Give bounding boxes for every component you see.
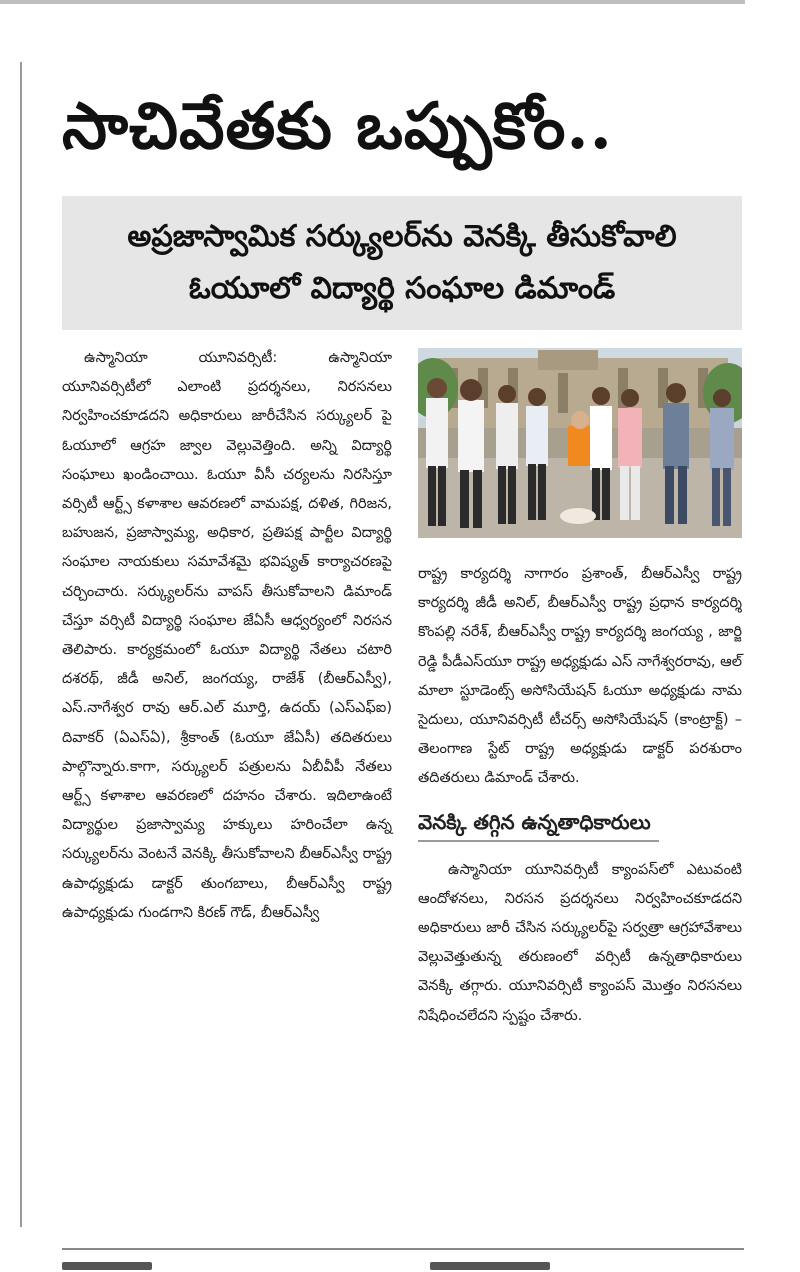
cut-off-text-mark	[430, 1262, 550, 1270]
protest-photo-illustration	[418, 348, 742, 538]
article-column-right	[418, 560, 742, 1031]
section-subheading: వెనక్కి తగ్గిన ఉన్నతాధికారులు	[418, 804, 659, 842]
body-paragraph: ఉస్మానియా యూనివర్సిటీ: ఉస్మానియా యూనివర్సిటీలో ఎలాంటి ప్రదర్శనలు, నిరసనలు నిర్వహించకూడదని అధికారులు జారీచేసిన సర్క్యులర్ పై ఓయూలో ఆగ్రహ జ్వాల వెల్లువెత్తింది. అన్ని విద్యార్థి సంఘాలు ఖండించాయి. ఓయూ వీసీ చర్యలను నిరసిస్తూ వర్సిటీ ఆర్ట్స్ కళాశాల ఆవరణలో వామపక్ష, దళిత, గిరిజన, బహుజన, ప్రజాస్వామ్య, అధికార, ప్రతిపక్ష పార్టీల విద్యార్థి సంఘాల నాయకులు సమావేశమై భవిష్యత్ కార్యాచరణపై చర్చించారు. సర్క్యులర్‌ను వాపస్ తీసుకోవాలని డిమాండ్ చేస్తూ వర్సిటీ విద్యార్థి సంఘాల జేఏసీ ఆధ్వర్యంలో నిరసన తెలిపారు. కార్యక్రమంలో ఓయూ విద్యార్థి నేతలు చటారి దశరథ్, జీడీ అనిల్, జంగయ్య, రాజేశ్ (బీఆర్ఎస్వీ), ఎస్.నాగేశ్వర రావు ఆర్.ఎల్ మూర్తి, ఉదయ్ (ఎస్ఎఫ్ఐ) దివాకర్ (ఏఎస్ఏ), శ్రీకాంత్ (ఓయూ జేఏసీ) తదితరులు పాల్గొన్నారు.కాగా, సర్క్యులర్ పత్రులను ఏబీవీపీ నేతలు ఆర్ట్స్ కళాశాల ఆవరణలో దహనం చేశారు. ఇదిలాఉంటే విద్యార్థుల ప్రజాస్వామ్య హక్కులు హరించేలా ఉన్న సర్క్యులర్‌ను వెంటనే వెనక్కి తీసుకోవాలని బీఆర్ఎస్వీ రాష్ట్ర ఉపాధ్యక్షుడు డాక్టర్ తుంగబాలు, బీఆర్ఎస్వీ రాష్ట్ర ఉపాధ్యక్షుడు గుండగాని కిరణ్ గౌడ్, బీఆర్ఎస్వీ	[62, 350, 392, 921]
body-paragraph-2: ఉస్మానియా యూనివర్సిటీ క్యాంపస్‌లో ఎటువంటి ఆందోళనలు, నిరసన ప్రదర్శనలు నిర్వహించకూడదని అధికారులు జారీ చేసిన సర్క్యులర్‌పై సర్వత్రా ఆగ్రహావేశాలు వెల్లువెత్తుతున్న తరుణంలో వర్సిటీ ఉన్నతాధికారులు వెనక్కి తగ్గారు. యూనివర్సిటీ క్యాంపస్ మొత్తం నిరసనలు నిషేధించలేదని స్పష్టం చేశారు.	[418, 861, 742, 1024]
body-paragraph-continued: రాష్ట్ర కార్యదర్శి నాగారం ప్రశాంత్, బీఆర్ఎస్వీ రాష్ట్ర కార్యదర్శి జీడీ అనిల్, బీఆర్ఎస్వీ రాష్ట్ర ప్రధాన కార్యదర్శి కొంపల్లి నరేశ్, బీఆర్ఎస్వీ రాష్ట్ర కార్యదర్శి జంగయ్య , జార్జి రెడ్డి పీడీఎస్‌యూ రాష్ట్ర అధ్యక్షుడు ఎస్ నాగేశ్వరరావు, ఆల్ మాలా స్టూడెంట్స్ అసోసియేషన్ ఓయూ అధ్యక్షుడు నామ సైదులు, యూనివర్సిటీ టీచర్స్ అసోసియేషన్ (కాంట్రాక్ట్) – తెలంగాణ స్టేట్ రాష్ట్ర అధ్యక్షుడు డాక్టర్ పరశురాం తదితరులు డిమాండ్ చేశారు.	[418, 566, 742, 787]
cut-off-text-mark	[62, 1262, 152, 1270]
article-column-left	[62, 344, 392, 928]
bottom-rule	[62, 1248, 744, 1250]
headline: సాచివేతకు ఒప్పుకోం..	[62, 89, 613, 164]
top-rule	[0, 0, 745, 4]
news-photo	[418, 348, 742, 538]
subheadline-line-1: అప్రజాస్వామిక సర్క్యులర్‌ను వెనక్కి తీసుకోవాలి	[127, 219, 677, 254]
column-rule	[20, 62, 22, 1227]
subheadline-box	[62, 196, 742, 330]
subheadline-line-2: ఓయూలో విద్యార్థి సంఘాల డిమాండ్	[188, 271, 616, 306]
